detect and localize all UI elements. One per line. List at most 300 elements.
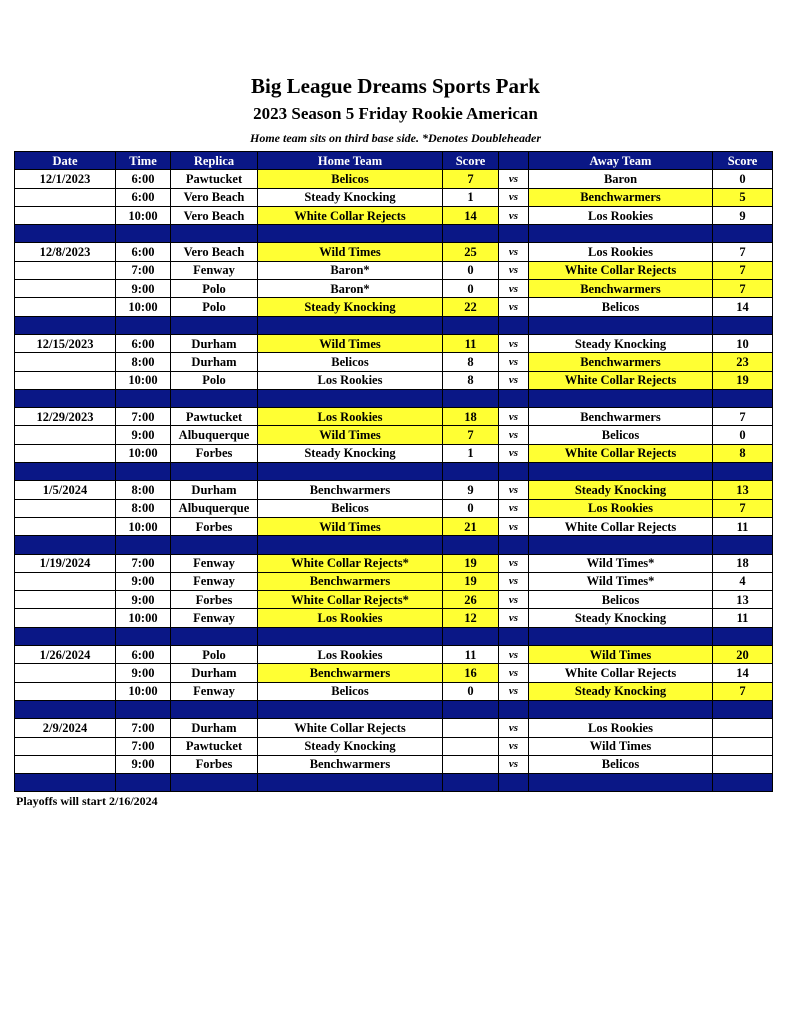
replica-field-cell: Fenway (171, 261, 258, 279)
separator-cell (258, 627, 443, 645)
separator-cell (116, 463, 171, 481)
home-score-cell: 16 (443, 664, 499, 682)
home-score-cell: 0 (443, 682, 499, 700)
date-cell (15, 426, 116, 444)
away-score-cell: 9 (713, 206, 773, 224)
time-cell: 7:00 (116, 261, 171, 279)
away-team-cell: Wild Times* (529, 572, 713, 590)
away-score-cell: 8 (713, 444, 773, 462)
game-row (15, 499, 773, 517)
table-header-row (15, 152, 773, 170)
vs-label: vs (499, 554, 529, 572)
separator-cell (116, 627, 171, 645)
home-team-cell: Baron* (258, 280, 443, 298)
away-score-cell (713, 737, 773, 755)
away-team-cell: Steady Knocking (529, 682, 713, 700)
home-team-cell: Benchwarmers (258, 572, 443, 590)
date-cell (15, 261, 116, 279)
time-cell: 8:00 (116, 481, 171, 499)
away-score-cell: 0 (713, 170, 773, 188)
separator-cell (713, 463, 773, 481)
playoffs-note: Playoffs will start 2/16/2024 (16, 794, 158, 808)
replica-field-cell: Albuquerque (171, 499, 258, 517)
separator-cell (258, 700, 443, 718)
away-team-cell: Belicos (529, 298, 713, 316)
vs-label: vs (499, 280, 529, 298)
separator-cell (443, 225, 499, 243)
away-team-cell: Benchwarmers (529, 408, 713, 426)
replica-field-cell: Polo (171, 371, 258, 389)
home-team-cell: Los Rookies (258, 609, 443, 627)
vs-label: vs (499, 499, 529, 517)
home-team-cell: Los Rookies (258, 646, 443, 664)
away-score-cell: 7 (713, 280, 773, 298)
date-cell (15, 755, 116, 773)
date-cell (15, 188, 116, 206)
away-score-cell: 10 (713, 334, 773, 352)
vs-label: vs (499, 737, 529, 755)
game-row (15, 280, 773, 298)
away-team-cell: Wild Times* (529, 554, 713, 572)
separator-cell (713, 774, 773, 792)
home-team-cell: Steady Knocking (258, 737, 443, 755)
separator-cell (15, 627, 116, 645)
away-team-cell: Benchwarmers (529, 280, 713, 298)
away-score-cell: 7 (713, 682, 773, 700)
col-header-away-team: Away Team (529, 152, 713, 170)
vs-label: vs (499, 444, 529, 462)
vs-label: vs (499, 261, 529, 279)
separator-cell (529, 700, 713, 718)
date-cell: 12/1/2023 (15, 170, 116, 188)
away-team-cell: White Collar Rejects (529, 664, 713, 682)
separator-cell (116, 774, 171, 792)
time-cell: 7:00 (116, 408, 171, 426)
time-cell: 6:00 (116, 243, 171, 261)
replica-field-cell: Vero Beach (171, 206, 258, 224)
home-score-cell: 7 (443, 426, 499, 444)
replica-field-cell: Durham (171, 664, 258, 682)
date-cell (15, 737, 116, 755)
away-score-cell: 11 (713, 609, 773, 627)
separator-cell (171, 225, 258, 243)
away-team-cell: Benchwarmers (529, 353, 713, 371)
time-cell: 9:00 (116, 591, 171, 609)
date-cell (15, 609, 116, 627)
away-score-cell: 7 (713, 408, 773, 426)
away-team-cell: Los Rookies (529, 206, 713, 224)
home-score-cell: 0 (443, 261, 499, 279)
home-team-cell: White Collar Rejects (258, 206, 443, 224)
home-team-cell: Benchwarmers (258, 664, 443, 682)
vs-label: vs (499, 334, 529, 352)
date-cell: 12/29/2023 (15, 408, 116, 426)
game-row (15, 517, 773, 535)
vs-label: vs (499, 591, 529, 609)
time-cell: 9:00 (116, 755, 171, 773)
away-team-cell: White Collar Rejects (529, 444, 713, 462)
replica-field-cell: Pawtucket (171, 408, 258, 426)
group-separator-row (15, 389, 773, 407)
time-cell: 10:00 (116, 444, 171, 462)
replica-field-cell: Fenway (171, 572, 258, 590)
replica-field-cell: Polo (171, 298, 258, 316)
col-header-vs (499, 152, 529, 170)
separator-cell (499, 463, 529, 481)
replica-field-cell: Vero Beach (171, 243, 258, 261)
away-score-cell: 18 (713, 554, 773, 572)
replica-field-cell: Pawtucket (171, 737, 258, 755)
time-cell: 10:00 (116, 609, 171, 627)
vs-label: vs (499, 646, 529, 664)
replica-field-cell: Durham (171, 353, 258, 371)
game-row (15, 206, 773, 224)
page-title: Big League Dreams Sports Park (251, 74, 540, 98)
vs-label: vs (499, 371, 529, 389)
game-row (15, 682, 773, 700)
time-cell: 8:00 (116, 499, 171, 517)
game-row (15, 371, 773, 389)
home-score-cell (443, 755, 499, 773)
home-score-cell: 19 (443, 554, 499, 572)
date-cell: 12/8/2023 (15, 243, 116, 261)
game-row (15, 591, 773, 609)
group-separator-row (15, 463, 773, 481)
separator-cell (443, 389, 499, 407)
time-cell: 10:00 (116, 371, 171, 389)
home-score-cell: 0 (443, 280, 499, 298)
separator-cell (713, 536, 773, 554)
replica-field-cell: Forbes (171, 755, 258, 773)
separator-cell (15, 225, 116, 243)
replica-field-cell: Pawtucket (171, 170, 258, 188)
away-score-cell: 7 (713, 261, 773, 279)
vs-label: vs (499, 408, 529, 426)
separator-cell (171, 389, 258, 407)
home-team-cell: White Collar Rejects* (258, 554, 443, 572)
time-cell: 10:00 (116, 682, 171, 700)
separator-cell (713, 389, 773, 407)
game-row (15, 737, 773, 755)
home-score-cell: 18 (443, 408, 499, 426)
replica-field-cell: Forbes (171, 591, 258, 609)
replica-field-cell: Durham (171, 719, 258, 737)
separator-cell (499, 774, 529, 792)
away-team-cell: Steady Knocking (529, 334, 713, 352)
away-team-cell: White Collar Rejects (529, 517, 713, 535)
time-cell: 10:00 (116, 206, 171, 224)
time-cell: 7:00 (116, 719, 171, 737)
separator-cell (171, 536, 258, 554)
time-cell: 9:00 (116, 280, 171, 298)
vs-label: vs (499, 426, 529, 444)
home-score-cell (443, 719, 499, 737)
game-row (15, 188, 773, 206)
home-team-cell: Wild Times (258, 334, 443, 352)
away-team-cell: Belicos (529, 591, 713, 609)
vs-label: vs (499, 298, 529, 316)
separator-cell (443, 463, 499, 481)
separator-cell (713, 700, 773, 718)
away-team-cell: Wild Times (529, 646, 713, 664)
group-separator-row (15, 316, 773, 334)
separator-cell (258, 536, 443, 554)
game-row (15, 444, 773, 462)
game-row (15, 646, 773, 664)
game-row (15, 334, 773, 352)
vs-label: vs (499, 188, 529, 206)
date-cell: 1/26/2024 (15, 646, 116, 664)
game-row (15, 664, 773, 682)
separator-cell (116, 389, 171, 407)
game-row (15, 261, 773, 279)
col-header-home-score: Score (443, 152, 499, 170)
separator-cell (15, 700, 116, 718)
date-cell (15, 682, 116, 700)
home-score-cell: 9 (443, 481, 499, 499)
time-cell: 6:00 (116, 170, 171, 188)
separator-cell (171, 316, 258, 334)
time-cell: 6:00 (116, 188, 171, 206)
separator-cell (499, 700, 529, 718)
away-team-cell: White Collar Rejects (529, 371, 713, 389)
home-team-cell: Baron* (258, 261, 443, 279)
game-row (15, 426, 773, 444)
separator-cell (529, 463, 713, 481)
time-cell: 8:00 (116, 353, 171, 371)
away-team-cell: Steady Knocking (529, 481, 713, 499)
separator-cell (499, 389, 529, 407)
separator-cell (499, 536, 529, 554)
away-team-cell: Belicos (529, 426, 713, 444)
separator-cell (713, 316, 773, 334)
game-row (15, 298, 773, 316)
date-cell (15, 298, 116, 316)
home-team-cell: Benchwarmers (258, 755, 443, 773)
time-cell: 9:00 (116, 664, 171, 682)
date-cell: 1/19/2024 (15, 554, 116, 572)
away-team-cell: Wild Times (529, 737, 713, 755)
vs-label: vs (499, 481, 529, 499)
date-cell: 2/9/2024 (15, 719, 116, 737)
home-score-cell (443, 737, 499, 755)
game-row (15, 609, 773, 627)
game-row (15, 755, 773, 773)
group-separator-row (15, 536, 773, 554)
time-cell: 7:00 (116, 554, 171, 572)
replica-field-cell: Forbes (171, 444, 258, 462)
date-cell (15, 444, 116, 462)
schedule-table (14, 151, 773, 792)
vs-label: vs (499, 664, 529, 682)
schedule-note: Home team sits on third base side. *Denotes Doubleheader (250, 131, 541, 145)
replica-field-cell: Fenway (171, 682, 258, 700)
time-cell: 6:00 (116, 334, 171, 352)
separator-cell (116, 700, 171, 718)
separator-cell (713, 627, 773, 645)
time-cell: 9:00 (116, 572, 171, 590)
separator-cell (171, 774, 258, 792)
home-team-cell: Belicos (258, 682, 443, 700)
separator-cell (529, 536, 713, 554)
separator-cell (443, 536, 499, 554)
game-row (15, 572, 773, 590)
date-cell (15, 664, 116, 682)
home-team-cell: Steady Knocking (258, 444, 443, 462)
time-cell: 10:00 (116, 298, 171, 316)
home-score-cell: 25 (443, 243, 499, 261)
vs-label: vs (499, 206, 529, 224)
col-header-away-score: Score (713, 152, 773, 170)
replica-field-cell: Albuquerque (171, 426, 258, 444)
replica-field-cell: Fenway (171, 609, 258, 627)
home-team-cell: Belicos (258, 353, 443, 371)
game-row (15, 719, 773, 737)
separator-cell (258, 774, 443, 792)
separator-cell (529, 774, 713, 792)
away-team-cell: Belicos (529, 755, 713, 773)
separator-cell (116, 225, 171, 243)
home-score-cell: 1 (443, 188, 499, 206)
date-cell (15, 517, 116, 535)
vs-label: vs (499, 719, 529, 737)
home-score-cell: 19 (443, 572, 499, 590)
time-cell: 6:00 (116, 646, 171, 664)
separator-cell (171, 627, 258, 645)
separator-cell (529, 389, 713, 407)
separator-cell (258, 225, 443, 243)
group-separator-row (15, 225, 773, 243)
home-team-cell: Belicos (258, 170, 443, 188)
vs-label: vs (499, 517, 529, 535)
away-score-cell: 13 (713, 591, 773, 609)
vs-label: vs (499, 609, 529, 627)
home-score-cell: 11 (443, 646, 499, 664)
game-row (15, 170, 773, 188)
date-cell: 1/5/2024 (15, 481, 116, 499)
home-score-cell: 11 (443, 334, 499, 352)
col-header-home-team: Home Team (258, 152, 443, 170)
separator-cell (15, 389, 116, 407)
away-team-cell: Baron (529, 170, 713, 188)
home-team-cell: Steady Knocking (258, 298, 443, 316)
home-score-cell: 8 (443, 371, 499, 389)
vs-label: vs (499, 755, 529, 773)
group-separator-row (15, 700, 773, 718)
away-score-cell: 23 (713, 353, 773, 371)
separator-cell (443, 774, 499, 792)
replica-field-cell: Fenway (171, 554, 258, 572)
time-cell: 9:00 (116, 426, 171, 444)
game-row (15, 554, 773, 572)
separator-cell (258, 316, 443, 334)
home-team-cell: Steady Knocking (258, 188, 443, 206)
home-score-cell: 21 (443, 517, 499, 535)
replica-field-cell: Forbes (171, 517, 258, 535)
group-separator-row (15, 774, 773, 792)
replica-field-cell: Vero Beach (171, 188, 258, 206)
home-team-cell: Los Rookies (258, 408, 443, 426)
home-score-cell: 26 (443, 591, 499, 609)
separator-cell (258, 463, 443, 481)
date-cell (15, 280, 116, 298)
separator-cell (443, 627, 499, 645)
separator-cell (529, 316, 713, 334)
away-score-cell: 0 (713, 426, 773, 444)
col-header-time: Time (116, 152, 171, 170)
away-team-cell: Los Rookies (529, 243, 713, 261)
vs-label: vs (499, 353, 529, 371)
date-cell (15, 353, 116, 371)
away-team-cell: Los Rookies (529, 719, 713, 737)
away-team-cell: Steady Knocking (529, 609, 713, 627)
away-score-cell: 14 (713, 298, 773, 316)
vs-label: vs (499, 170, 529, 188)
replica-field-cell: Polo (171, 646, 258, 664)
time-cell: 7:00 (116, 737, 171, 755)
separator-cell (15, 774, 116, 792)
date-cell (15, 206, 116, 224)
date-cell (15, 572, 116, 590)
separator-cell (116, 536, 171, 554)
home-team-cell: Los Rookies (258, 371, 443, 389)
away-score-cell: 20 (713, 646, 773, 664)
away-score-cell: 7 (713, 243, 773, 261)
away-score-cell: 5 (713, 188, 773, 206)
date-cell (15, 371, 116, 389)
home-team-cell: White Collar Rejects (258, 719, 443, 737)
vs-label: vs (499, 572, 529, 590)
separator-cell (713, 225, 773, 243)
home-score-cell: 12 (443, 609, 499, 627)
home-team-cell: White Collar Rejects* (258, 591, 443, 609)
separator-cell (15, 316, 116, 334)
col-header-date: Date (15, 152, 116, 170)
home-score-cell: 0 (443, 499, 499, 517)
home-team-cell: Wild Times (258, 243, 443, 261)
separator-cell (529, 627, 713, 645)
game-row (15, 353, 773, 371)
replica-field-cell: Durham (171, 334, 258, 352)
home-score-cell: 22 (443, 298, 499, 316)
away-score-cell: 7 (713, 499, 773, 517)
home-score-cell: 14 (443, 206, 499, 224)
date-cell (15, 499, 116, 517)
separator-cell (15, 463, 116, 481)
col-header-replica: Replica (171, 152, 258, 170)
away-score-cell: 19 (713, 371, 773, 389)
separator-cell (499, 627, 529, 645)
replica-field-cell: Polo (171, 280, 258, 298)
away-team-cell: White Collar Rejects (529, 261, 713, 279)
vs-label: vs (499, 682, 529, 700)
home-team-cell: Wild Times (258, 517, 443, 535)
game-row (15, 243, 773, 261)
game-row (15, 481, 773, 499)
home-score-cell: 8 (443, 353, 499, 371)
away-score-cell: 13 (713, 481, 773, 499)
separator-cell (529, 225, 713, 243)
home-score-cell: 1 (443, 444, 499, 462)
separator-cell (499, 316, 529, 334)
away-score-cell: 11 (713, 517, 773, 535)
separator-cell (443, 316, 499, 334)
separator-cell (258, 389, 443, 407)
group-separator-row (15, 627, 773, 645)
separator-cell (443, 700, 499, 718)
date-cell (15, 591, 116, 609)
separator-cell (499, 225, 529, 243)
